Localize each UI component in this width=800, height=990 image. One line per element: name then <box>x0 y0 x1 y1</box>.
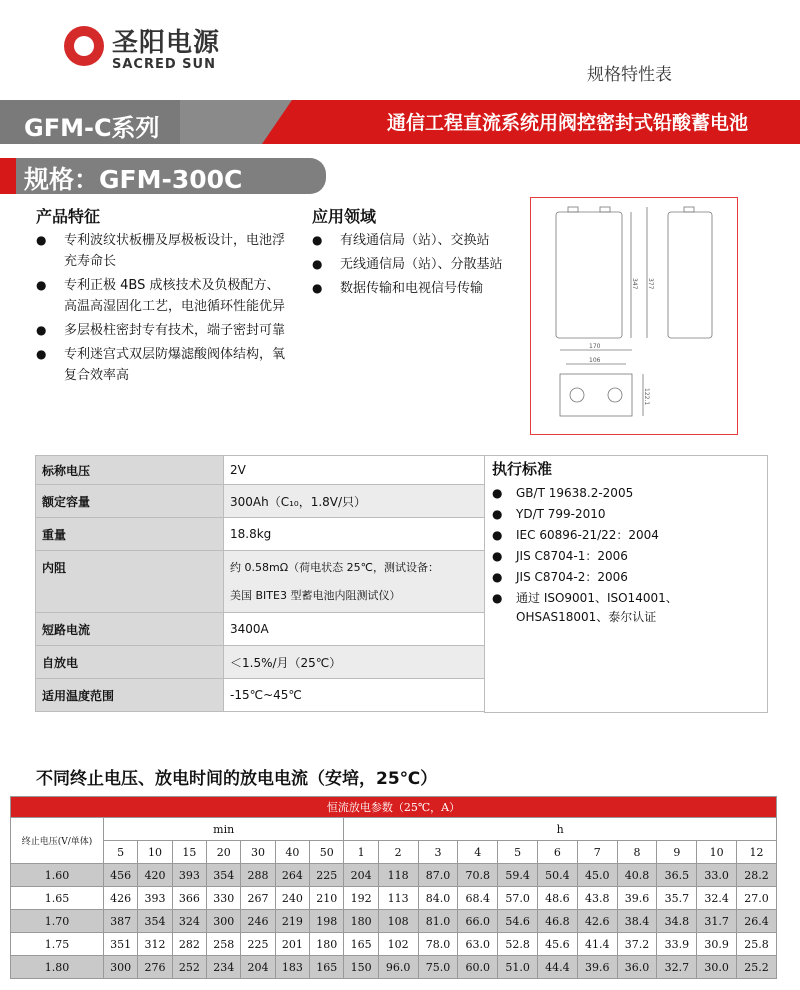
current-cell: 81.0 <box>418 910 458 933</box>
list-item: ● JIS C8704-2：2006 <box>492 568 764 587</box>
current-cell: 42.6 <box>577 910 617 933</box>
spec-label: 适用温度范围 <box>36 679 224 712</box>
standards-list <box>492 484 764 629</box>
current-cell: 234 <box>207 956 241 979</box>
spec-value-line: 美国 BITE3 型蓄电池内阻测试仪） <box>230 588 401 602</box>
current-cell: 198 <box>310 910 344 933</box>
column-header: 6 <box>538 841 578 864</box>
current-cell: 267 <box>241 887 275 910</box>
current-cell: 366 <box>172 887 206 910</box>
current-cell: 204 <box>241 956 275 979</box>
current-cell: 192 <box>344 887 378 910</box>
document-type: 规格特性表 <box>587 65 672 85</box>
current-cell: 35.7 <box>657 887 697 910</box>
current-cell: 36.5 <box>657 864 697 887</box>
discharge-table <box>10 796 777 979</box>
list-item: ● 有线通信局（站）、交换站 <box>312 230 512 251</box>
spec-value: 300Ah（C₁₀，1.8V/只） <box>224 485 485 518</box>
list-item: ● 无线通信局（站）、分散基站 <box>312 254 512 275</box>
current-cell: 25.8 <box>737 933 777 956</box>
current-cell: 33.0 <box>697 864 737 887</box>
current-cell: 219 <box>275 910 309 933</box>
table-row <box>11 887 777 910</box>
current-cell: 300 <box>104 956 138 979</box>
current-cell: 46.8 <box>538 910 578 933</box>
discharge-header-row <box>11 797 777 818</box>
column-header: 5 <box>498 841 538 864</box>
logo-icon <box>64 26 104 66</box>
current-cell: 27.0 <box>737 887 777 910</box>
current-cell: 183 <box>275 956 309 979</box>
current-cell: 282 <box>172 933 206 956</box>
features-list <box>36 230 288 389</box>
current-cell: 330 <box>207 887 241 910</box>
spec-table <box>35 455 485 712</box>
current-cell: 102 <box>378 933 418 956</box>
spec-label: 自放电 <box>36 646 224 679</box>
current-cell: 41.4 <box>577 933 617 956</box>
terminal-circle <box>570 388 584 402</box>
current-cell: 201 <box>275 933 309 956</box>
current-cell: 165 <box>344 933 378 956</box>
current-cell: 150 <box>344 956 378 979</box>
current-cell: 36.0 <box>617 956 657 979</box>
spec-value <box>224 551 485 613</box>
terminal-shape <box>568 207 578 212</box>
current-cell: 351 <box>104 933 138 956</box>
column-header: 10 <box>138 841 172 864</box>
current-cell: 57.0 <box>498 887 538 910</box>
voltage-cell: 1.70 <box>11 910 104 933</box>
battery-drawing-svg <box>531 198 737 434</box>
current-cell: 51.0 <box>498 956 538 979</box>
top-view-shape <box>560 374 632 416</box>
dim-label: 106 <box>589 357 601 364</box>
current-cell: 96.0 <box>378 956 418 979</box>
current-cell: 39.6 <box>577 956 617 979</box>
list-item: ● GB/T 19638.2-2005 <box>492 484 764 503</box>
spec-row <box>36 551 485 613</box>
column-header: 3 <box>418 841 458 864</box>
current-cell: 276 <box>138 956 172 979</box>
model-label: 规格：GFM-300C <box>24 165 243 194</box>
group-header-row <box>11 818 777 841</box>
list-item: ● 专利正极 4BS 成核技术及负极配方、高温高湿固化工艺，电池循环性能优异 <box>36 275 288 317</box>
current-cell: 312 <box>138 933 172 956</box>
brand-name-en: SACRED SUN <box>112 57 216 72</box>
column-header: 5 <box>104 841 138 864</box>
current-cell: 37.2 <box>617 933 657 956</box>
column-header: 12 <box>737 841 777 864</box>
front-view-shape <box>556 212 622 338</box>
column-header: 15 <box>172 841 206 864</box>
spec-value-line: 约 0.58mΩ（荷电状态 25℃，测试设备： <box>230 560 439 574</box>
list-item: ● 多层极柱密封专有技术，端子密封可靠 <box>36 320 288 341</box>
current-cell: 52.8 <box>498 933 538 956</box>
current-cell: 300 <box>207 910 241 933</box>
standards-title: 执行标准 <box>492 460 553 478</box>
current-cell: 44.4 <box>538 956 578 979</box>
current-cell: 113 <box>378 887 418 910</box>
group-h-header: h <box>344 818 777 841</box>
current-cell: 387 <box>104 910 138 933</box>
current-cell: 48.6 <box>538 887 578 910</box>
spec-row <box>36 646 485 679</box>
list-item: ● JIS C8704-1：2006 <box>492 547 764 566</box>
table-row <box>11 910 777 933</box>
series-name: GFM-C系列 <box>24 114 160 142</box>
current-cell: 324 <box>172 910 206 933</box>
list-item: ● 数据传输和电视信号传输 <box>312 278 512 299</box>
table-row <box>11 933 777 956</box>
column-header: 40 <box>275 841 309 864</box>
list-item: ● YD/T 799-2010 <box>492 505 764 524</box>
applications-title: 应用领域 <box>312 207 377 226</box>
current-cell: 225 <box>241 933 275 956</box>
column-header: 10 <box>697 841 737 864</box>
current-cell: 246 <box>241 910 275 933</box>
current-cell: 426 <box>104 887 138 910</box>
spec-label: 内阻 <box>36 551 224 613</box>
current-cell: 225 <box>310 864 344 887</box>
column-header: 30 <box>241 841 275 864</box>
current-cell: 264 <box>275 864 309 887</box>
current-cell: 50.4 <box>538 864 578 887</box>
current-cell: 354 <box>138 910 172 933</box>
dim-label: 347 <box>631 278 638 290</box>
current-cell: 31.7 <box>697 910 737 933</box>
spec-value: ＜1.5%/月（25℃） <box>224 646 485 679</box>
list-item: ● 专利迷宫式双层防爆滤酸阀体结构，氧复合效率高 <box>36 344 288 386</box>
current-cell: 30.0 <box>697 956 737 979</box>
current-cell: 66.0 <box>458 910 498 933</box>
current-cell: 40.8 <box>617 864 657 887</box>
list-item: ● IEC 60896-21/22：2004 <box>492 526 764 545</box>
current-cell: 393 <box>172 864 206 887</box>
column-header: 50 <box>310 841 344 864</box>
column-header: 1 <box>344 841 378 864</box>
current-cell: 180 <box>310 933 344 956</box>
voltage-column-header: 终止电压(V/单体) <box>11 818 104 864</box>
current-cell: 34.8 <box>657 910 697 933</box>
voltage-cell: 1.80 <box>11 956 104 979</box>
current-cell: 78.0 <box>418 933 458 956</box>
current-cell: 68.4 <box>458 887 498 910</box>
current-cell: 87.0 <box>418 864 458 887</box>
current-cell: 63.0 <box>458 933 498 956</box>
current-cell: 180 <box>344 910 378 933</box>
current-cell: 54.6 <box>498 910 538 933</box>
voltage-cell: 1.60 <box>11 864 104 887</box>
spec-label: 重量 <box>36 518 224 551</box>
group-min-header: min <box>104 818 344 841</box>
current-cell: 30.9 <box>697 933 737 956</box>
current-cell: 204 <box>344 864 378 887</box>
dim-label: 122.1 <box>643 388 650 406</box>
list-item: ● 专利波纹状板栅及厚极板设计，电池浮充寿命长 <box>36 230 288 272</box>
dimension-drawing <box>530 197 738 435</box>
column-header: 20 <box>207 841 241 864</box>
current-cell: 108 <box>378 910 418 933</box>
current-cell: 84.0 <box>418 887 458 910</box>
current-cell: 26.4 <box>737 910 777 933</box>
spec-value: 2V <box>224 456 485 485</box>
discharge-header: 恒流放电参数（25℃，A） <box>11 797 777 818</box>
current-cell: 288 <box>241 864 275 887</box>
table-row <box>11 956 777 979</box>
terminal-shape <box>684 207 694 212</box>
current-cell: 252 <box>172 956 206 979</box>
current-cell: 45.6 <box>538 933 578 956</box>
current-cell: 43.8 <box>577 887 617 910</box>
current-cell: 354 <box>207 864 241 887</box>
spec-value: -15℃~45℃ <box>224 679 485 712</box>
current-cell: 32.4 <box>697 887 737 910</box>
applications-list <box>312 230 512 302</box>
column-header: 9 <box>657 841 697 864</box>
current-cell: 118 <box>378 864 418 887</box>
current-cell: 240 <box>275 887 309 910</box>
table-row <box>11 864 777 887</box>
current-cell: 258 <box>207 933 241 956</box>
features-title: 产品特征 <box>36 207 101 226</box>
spec-row <box>36 518 485 551</box>
current-cell: 33.9 <box>657 933 697 956</box>
list-item: ● 通过 ISO9001、ISO14001、OHSAS18001、泰尔认证 <box>492 589 764 627</box>
current-cell: 210 <box>310 887 344 910</box>
series-description: 通信工程直流系统用阀控密封式铅酸蓄电池 <box>386 112 748 134</box>
column-header: 7 <box>577 841 617 864</box>
current-cell: 456 <box>104 864 138 887</box>
spec-value: 3400A <box>224 613 485 646</box>
spec-row <box>36 613 485 646</box>
side-view-shape <box>668 212 712 338</box>
spec-row <box>36 485 485 518</box>
current-cell: 59.4 <box>498 864 538 887</box>
current-cell: 32.7 <box>657 956 697 979</box>
column-header-row <box>11 841 777 864</box>
column-header: 8 <box>617 841 657 864</box>
terminal-circle <box>608 388 622 402</box>
current-cell: 25.2 <box>737 956 777 979</box>
current-cell: 165 <box>310 956 344 979</box>
spec-row <box>36 679 485 712</box>
spec-row <box>36 456 485 485</box>
current-cell: 38.4 <box>617 910 657 933</box>
current-cell: 28.2 <box>737 864 777 887</box>
terminal-shape <box>600 207 610 212</box>
spec-label: 短路电流 <box>36 613 224 646</box>
spec-label: 标称电压 <box>36 456 224 485</box>
current-cell: 75.0 <box>418 956 458 979</box>
voltage-cell: 1.75 <box>11 933 104 956</box>
current-cell: 60.0 <box>458 956 498 979</box>
current-cell: 39.6 <box>617 887 657 910</box>
dim-label: 377 <box>647 278 654 290</box>
current-cell: 45.0 <box>577 864 617 887</box>
spec-value: 18.8kg <box>224 518 485 551</box>
current-cell: 70.8 <box>458 864 498 887</box>
dim-label: 170 <box>589 343 601 350</box>
spec-label: 额定容量 <box>36 485 224 518</box>
column-header: 4 <box>458 841 498 864</box>
brand-name-cn: 圣阳电源 <box>112 28 221 58</box>
voltage-cell: 1.65 <box>11 887 104 910</box>
discharge-title: 不同终止电压、放电时间的放电电流（安培，25℃） <box>36 769 438 789</box>
current-cell: 420 <box>138 864 172 887</box>
current-cell: 393 <box>138 887 172 910</box>
column-header: 2 <box>378 841 418 864</box>
